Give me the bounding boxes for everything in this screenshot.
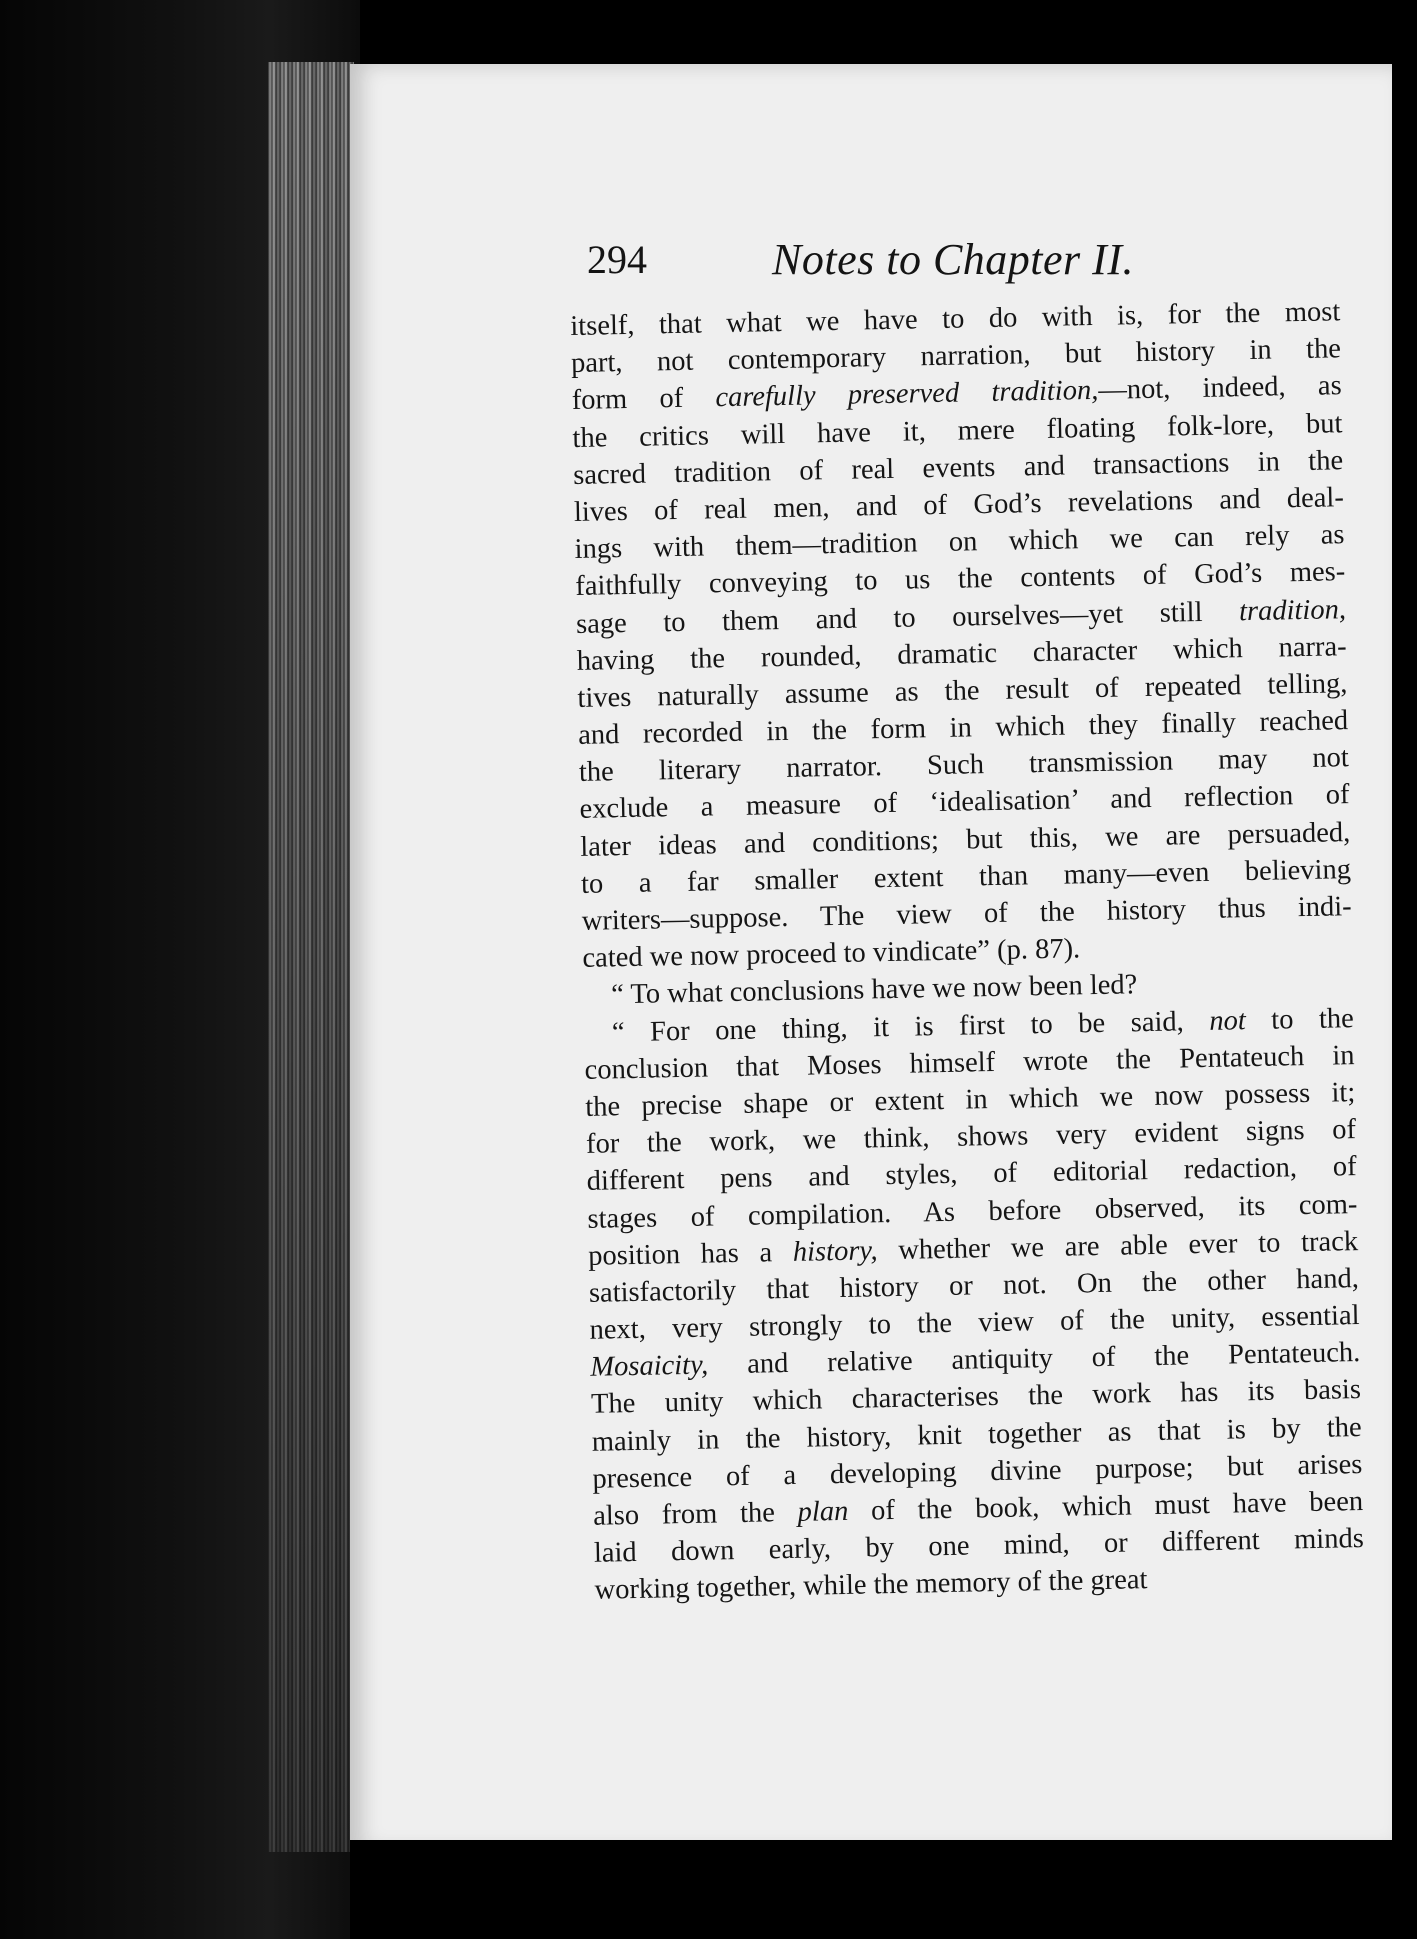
italic-text: carefully preserved tradition, bbox=[715, 375, 1099, 414]
text-segment: tives naturally assume as the result of repeated telling, bbox=[577, 668, 1348, 714]
scan-bottom-border bbox=[350, 1840, 1417, 1939]
text-segment: laid down early, by one mind, or different minds bbox=[593, 1523, 1365, 1569]
text-segment: to the bbox=[1245, 1002, 1355, 1036]
text-segment: position has a bbox=[587, 1236, 794, 1272]
page-header bbox=[587, 232, 1387, 292]
text-segment: and relative antiquity of the Pentateuch. bbox=[707, 1337, 1361, 1381]
text-segment: stages of compilation. As before observed, its com- bbox=[587, 1188, 1358, 1235]
running-head: Notes to Chapter II. bbox=[772, 235, 1134, 284]
text-segment: of the book, which must have been bbox=[848, 1485, 1364, 1527]
text-segment: presence of a developing divine purpose; but arises bbox=[592, 1448, 1363, 1495]
italic-text: tradition, bbox=[1238, 593, 1347, 627]
text-segment: conclusion that Moses himself wrote the Pentateuch in bbox=[584, 1039, 1355, 1086]
body-text bbox=[570, 293, 1365, 1609]
text-segment: ings with them—tradition on which we can rely as bbox=[574, 519, 1345, 566]
text-segment: different pens and styles, of editorial redaction, of bbox=[586, 1151, 1357, 1198]
text-segment: part, not contemporary narration, but history in the bbox=[570, 333, 1342, 380]
text-segment: mainly in the history, knit together as that is by the bbox=[591, 1411, 1362, 1458]
text-segment: exclude a measure of ‘idealisation’ and reflection of bbox=[579, 779, 1350, 826]
text-segment: itself, that what we have to do with is, for the most bbox=[570, 296, 1341, 342]
text-segment: —not, indeed, as bbox=[1097, 370, 1342, 407]
italic-text: plan bbox=[797, 1495, 849, 1528]
italic-text: history, bbox=[792, 1234, 878, 1268]
text-segment: “ For one thing, it is first to be said, bbox=[611, 1005, 1210, 1048]
text-segment: the critics will have it, mere floating folk-lore, but bbox=[572, 407, 1343, 454]
text-segment: next, very strongly to the view of the unity, essential bbox=[589, 1300, 1360, 1346]
text-segment: The unity which characterises the work has its basis bbox=[590, 1374, 1362, 1421]
text-segment: form of bbox=[571, 382, 716, 417]
book-page-edges bbox=[268, 62, 354, 1852]
text-segment: whether we are able ever to track bbox=[877, 1225, 1359, 1266]
text-segment: writers—suppose. The view of the history thus indi- bbox=[581, 891, 1352, 937]
text-segment: the literary narrator. Such transmission may not bbox=[578, 742, 1350, 789]
text-segment: for the work, we think, shows very evident signs of bbox=[585, 1114, 1357, 1160]
italic-text: not bbox=[1208, 1004, 1246, 1037]
text-segment: sacred tradition of real events and transactions in the bbox=[572, 444, 1344, 491]
text-segment: the precise shape or extent in which we now possess it; bbox=[585, 1077, 1356, 1123]
text-segment: “ To what conclusions have we now been led? bbox=[610, 969, 1138, 1011]
text-segment: and recorded in the form in which they finally reached bbox=[577, 705, 1349, 751]
text-segment: faithfully conveying to us the contents of God’s mes- bbox=[575, 556, 1346, 603]
text-segment: also from the bbox=[592, 1496, 798, 1532]
text-segment: satisfactorily that history or not. On the other hand, bbox=[588, 1262, 1360, 1309]
text-segment: to a far smaller extent than many—even believing bbox=[580, 853, 1352, 900]
text-segment: working together, while the memory of the great bbox=[594, 1564, 1148, 1607]
text-segment: lives of real men, and of God’s revelations and deal- bbox=[573, 482, 1345, 528]
text-segment: sage to them and to ourselves—yet still bbox=[575, 595, 1240, 640]
text-segment: having the rounded, dramatic character which narra- bbox=[576, 630, 1347, 677]
italic-text: Mosaicity, bbox=[590, 1349, 709, 1384]
scan-right-border bbox=[1392, 64, 1417, 1850]
text-segment: later ideas and conditions; but this, we are persuaded, bbox=[580, 816, 1351, 863]
page-number: 294 bbox=[587, 237, 647, 282]
text-segment: cated we now proceed to vindicate” (p. 87). bbox=[582, 933, 1081, 975]
